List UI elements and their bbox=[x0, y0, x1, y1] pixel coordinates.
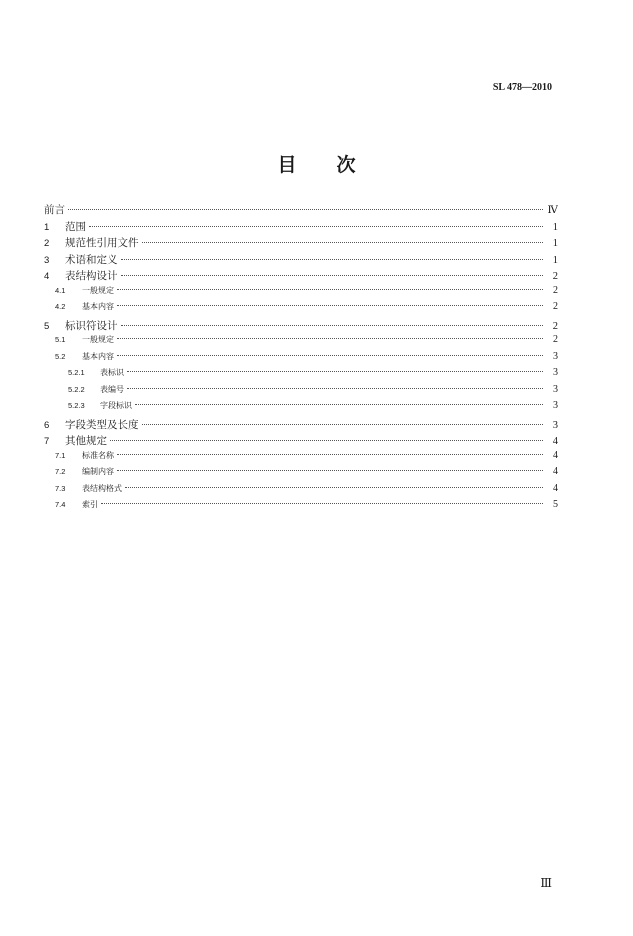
toc-entry[interactable] bbox=[44, 285, 558, 302]
toc-entry-page: 3 bbox=[553, 383, 558, 395]
dot-leader bbox=[89, 226, 543, 227]
dot-leader bbox=[142, 424, 544, 425]
dot-leader bbox=[135, 404, 543, 405]
toc-entry[interactable] bbox=[44, 252, 558, 269]
toc-entry-page: 4 bbox=[553, 466, 558, 477]
dot-leader bbox=[127, 388, 543, 389]
toc-entry-label: 一般规定 bbox=[82, 335, 114, 344]
toc-entry[interactable] bbox=[44, 450, 558, 467]
document-code: SL 478—2010 bbox=[492, 82, 552, 93]
toc-entry-number: 6 bbox=[44, 419, 50, 431]
toc-entry-page: 3 bbox=[553, 350, 558, 362]
toc-entry-page: 1 bbox=[552, 254, 558, 266]
toc-entry-number: 7.4 bbox=[55, 500, 66, 509]
dot-leader bbox=[101, 503, 543, 504]
toc-entry-number: 1 bbox=[44, 221, 50, 233]
toc-entry[interactable] bbox=[44, 318, 558, 335]
toc-entry-number: 3 bbox=[44, 254, 50, 266]
toc-entry-label: 标准名称 bbox=[82, 450, 114, 460]
toc-entry-label: 标识符设计 bbox=[65, 319, 118, 332]
toc-entry-label: 表结构设计 bbox=[65, 270, 118, 282]
toc-entry[interactable] bbox=[44, 202, 558, 219]
toc-entry-number: 5.1 bbox=[55, 335, 66, 344]
toc-entry-number: 5.2.2 bbox=[68, 384, 85, 394]
toc-entry[interactable] bbox=[44, 219, 558, 236]
toc-entry-number: 5.2.1 bbox=[68, 368, 85, 377]
dot-leader bbox=[125, 487, 543, 488]
toc-entry-number: 5.2.3 bbox=[68, 401, 85, 410]
toc-entry-page: 1 bbox=[552, 238, 558, 249]
toc-entry-label: 表标识 bbox=[100, 368, 124, 377]
toc-entry[interactable] bbox=[44, 268, 558, 285]
dot-leader bbox=[121, 275, 544, 276]
toc-entry-label: 基本内容 bbox=[82, 302, 114, 311]
dot-leader bbox=[127, 371, 543, 372]
toc-entry-label: 表编号 bbox=[100, 384, 124, 394]
toc-entry-number: 7.3 bbox=[55, 483, 66, 493]
table-of-contents bbox=[44, 202, 558, 516]
toc-entry-page: 3 bbox=[552, 419, 558, 431]
toc-entry-number: 7.2 bbox=[55, 467, 66, 476]
dot-leader bbox=[121, 325, 544, 326]
toc-entry-number: 5.2 bbox=[55, 351, 66, 361]
toc-entry[interactable] bbox=[44, 235, 558, 252]
toc-entry-page: 2 bbox=[553, 284, 558, 296]
toc-entry[interactable] bbox=[44, 483, 558, 500]
toc-entry-number: 7 bbox=[44, 436, 50, 447]
toc-entry-label: 表结构格式 bbox=[82, 483, 122, 493]
footer-page-number: Ⅲ bbox=[540, 876, 552, 890]
dot-leader bbox=[117, 305, 543, 306]
toc-entry-label: 索引 bbox=[82, 500, 98, 509]
toc-entry-label: 范围 bbox=[65, 220, 86, 233]
toc-entry-page: 2 bbox=[553, 334, 558, 345]
toc-entry-label: 编制内容 bbox=[82, 467, 114, 476]
toc-entry-label: 规范性引用文件 bbox=[65, 237, 139, 249]
toc-entry[interactable] bbox=[44, 384, 558, 401]
dot-leader bbox=[117, 470, 543, 471]
toc-entry-label: 一般规定 bbox=[82, 285, 114, 295]
toc-entry[interactable] bbox=[44, 499, 558, 516]
dot-leader bbox=[117, 454, 543, 455]
toc-entry-number: 4.1 bbox=[55, 285, 66, 295]
toc-entry[interactable] bbox=[44, 433, 558, 450]
toc-entry-label: 其他规定 bbox=[65, 435, 107, 447]
toc-entry-label: 术语和定义 bbox=[65, 253, 118, 266]
dot-leader bbox=[142, 242, 544, 243]
toc-entry-page: 2 bbox=[553, 301, 558, 312]
page-title-char: 次 bbox=[336, 154, 356, 176]
toc-entry[interactable] bbox=[44, 466, 558, 483]
toc-entry-page: 4 bbox=[553, 449, 558, 461]
toc-entry[interactable] bbox=[44, 417, 558, 434]
toc-entry[interactable] bbox=[44, 367, 558, 384]
dot-leader bbox=[117, 289, 543, 290]
toc-entry[interactable] bbox=[44, 400, 558, 417]
toc-entry-number: 5 bbox=[44, 320, 50, 332]
toc-entry-page: 3 bbox=[553, 367, 558, 378]
dot-leader bbox=[121, 259, 544, 260]
toc-entry[interactable] bbox=[44, 351, 558, 368]
dot-leader bbox=[68, 209, 543, 210]
toc-entry[interactable] bbox=[44, 301, 558, 318]
toc-entry-number: 4.2 bbox=[55, 302, 66, 311]
toc-entry-number: 4 bbox=[44, 271, 50, 282]
toc-entry-page: 5 bbox=[553, 499, 558, 510]
page-title-char: 目 bbox=[277, 154, 297, 176]
toc-entry-page: 4 bbox=[553, 482, 558, 494]
toc-entry-page: 2 bbox=[552, 271, 558, 282]
toc-entry-page: Ⅳ bbox=[547, 205, 558, 216]
page-title bbox=[0, 150, 633, 177]
dot-leader bbox=[117, 355, 543, 356]
toc-entry[interactable] bbox=[44, 334, 558, 351]
toc-entry-label: 字段类型及长度 bbox=[65, 418, 139, 431]
toc-entry-page: 1 bbox=[552, 221, 558, 233]
toc-entry-number: 2 bbox=[44, 238, 50, 249]
toc-entry-label: 基本内容 bbox=[82, 351, 114, 361]
dot-leader bbox=[110, 440, 543, 441]
toc-entry-label: 字段标识 bbox=[100, 401, 132, 410]
toc-entry-page: 3 bbox=[553, 400, 558, 411]
dot-leader bbox=[117, 338, 543, 339]
toc-entry-page: 4 bbox=[552, 436, 558, 447]
toc-entry-page: 2 bbox=[552, 320, 558, 332]
toc-entry-label: 前言 bbox=[44, 204, 65, 216]
toc-entry-number: 7.1 bbox=[55, 450, 66, 460]
